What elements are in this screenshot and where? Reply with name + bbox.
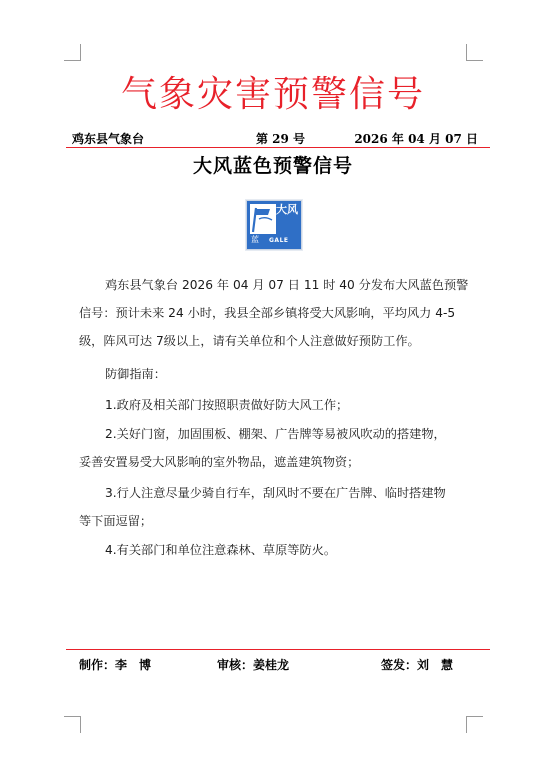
page-corner-mark-top-right: [466, 44, 483, 61]
body-line-2: 信号：预计未来 24 小时，我县全部乡镇将受大风影响，平均风力 4-5: [79, 306, 456, 320]
guide-item-4: 4.有关部门和单位注意森林、草原等防火。: [105, 543, 337, 557]
guide-item-3: 3.行人注意尽量少骑自行车，刮风时不要在广告牌、临时搭建物: [105, 486, 446, 500]
guide-item-2: 2.关好门窗，加固围板、棚架、广告牌等易被风吹动的搭建物，: [105, 427, 446, 441]
issue-date: 2026 年 04 月 07 日: [354, 132, 478, 146]
page-corner-mark-top-left: [64, 44, 81, 61]
guide-heading: 防御指南：: [105, 367, 166, 381]
header-title: 气象灾害预警信号: [120, 74, 425, 115]
gale-blue-signal-icon: [246, 200, 302, 250]
issue-meta-row: [66, 130, 490, 148]
body-line-3: 级，阵风可达 7级以上，请有关单位和个人注意做好预防工作。: [79, 334, 420, 348]
signal-title: 大风蓝色预警信号: [192, 155, 353, 177]
guide-item-2-cont: 妥善安置易受大风影响的室外物品，遮盖建筑物资；: [79, 455, 360, 469]
body-line-1: 鸡东县气象台 2026 年 04 月 07 日 11 时 40 分发布大风蓝色预警: [105, 278, 469, 292]
page-corner-mark-bottom-right: [466, 716, 483, 733]
issuer: 鸡东县气象台: [72, 132, 145, 146]
signal-icon-level: 蓝: [251, 235, 259, 244]
signal-icon-text-cn: 大风: [276, 203, 298, 216]
issue-number: 第 29 号: [256, 132, 306, 146]
footer-divider: [66, 649, 490, 650]
footer-signer: 签发：刘 慧: [381, 658, 454, 672]
flag-icon: [250, 204, 276, 234]
footer-signatures: [79, 656, 479, 674]
guide-item-1: 1.政府及相关部门按照职责做好防大风工作；: [105, 398, 349, 412]
guide-item-3-cont: 等下面逗留；: [79, 514, 153, 528]
signal-icon-text-en: GALE: [269, 237, 289, 244]
footer-reviewer: 审核：姜桂龙: [217, 658, 290, 672]
footer-maker: 制作：李 博: [79, 658, 152, 672]
header-divider: [66, 147, 490, 148]
page-corner-mark-bottom-left: [64, 716, 81, 733]
